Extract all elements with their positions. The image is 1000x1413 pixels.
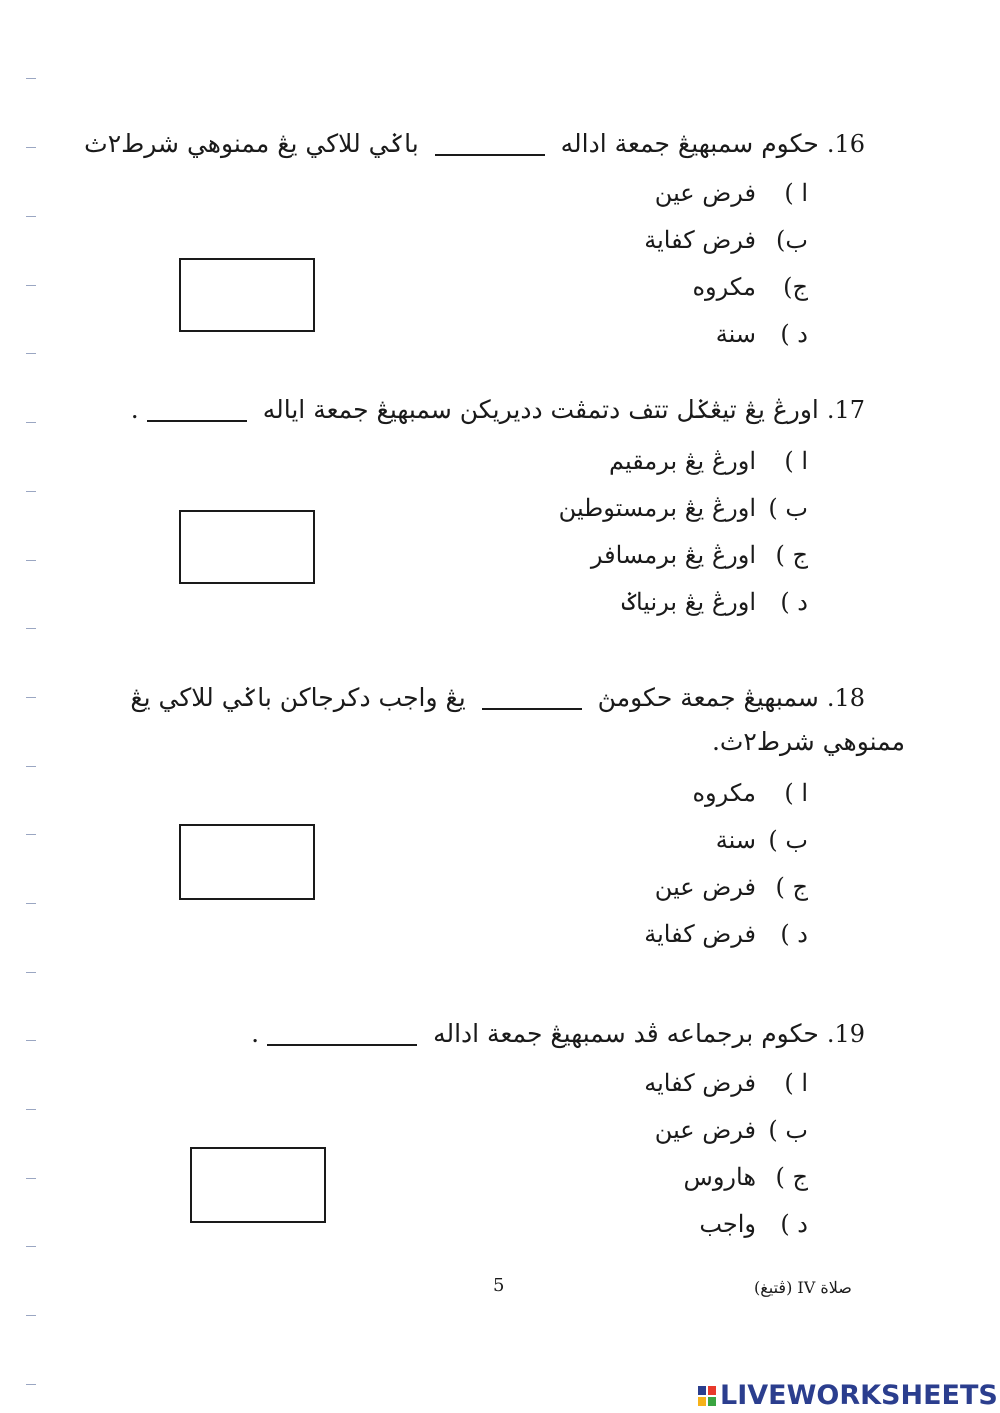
margin-tick xyxy=(26,422,36,423)
option-text: مكروه xyxy=(692,779,756,807)
margin-tick xyxy=(26,1315,36,1316)
option-c xyxy=(644,264,808,311)
footer-label: صلاة IV (ڤتيغ) xyxy=(754,1278,852,1297)
answer-box-19[interactable] xyxy=(190,1147,326,1223)
option-a xyxy=(644,770,808,817)
question-18-options xyxy=(644,770,808,958)
option-letter: د ) xyxy=(780,1210,808,1238)
liveworksheets-logo-icon xyxy=(697,1385,717,1407)
option-letter: ب) xyxy=(776,226,808,254)
option-b xyxy=(644,217,808,264)
option-letter: د ) xyxy=(780,320,808,348)
question-text: . xyxy=(130,395,139,424)
margin-tick xyxy=(26,972,36,973)
question-text: . xyxy=(251,1019,260,1048)
option-d xyxy=(644,311,808,358)
question-19-stem xyxy=(251,1014,865,1054)
option-text: فرض كفاية xyxy=(644,226,756,254)
option-text: مكروه xyxy=(692,273,756,301)
option-letter: د ) xyxy=(780,920,808,948)
page-number: 5 xyxy=(493,1275,505,1296)
margin-tick xyxy=(26,285,36,286)
question-18 xyxy=(130,678,905,762)
margin-tick xyxy=(26,1384,36,1385)
question-18-stem-line2: ممنوهي شرط٢ث. xyxy=(711,727,905,756)
margin-tick xyxy=(26,1109,36,1110)
question-number: 19. xyxy=(826,1020,865,1048)
question-text: حكوم برجماعه ڤد سمبهيڠ جمعة اداله xyxy=(433,1019,819,1048)
question-17 xyxy=(131,390,865,430)
margin-tick xyxy=(26,353,36,354)
option-letter: ا ) xyxy=(784,779,808,807)
option-letter: ب ) xyxy=(768,826,808,854)
option-text: فرض عين xyxy=(654,873,756,901)
option-a xyxy=(644,1060,808,1107)
question-number: 16. xyxy=(826,130,865,158)
fill-blank xyxy=(147,402,247,422)
margin-tick xyxy=(26,834,36,835)
option-letter: ا ) xyxy=(784,1069,808,1097)
option-text: سنة xyxy=(715,320,756,348)
option-text: اورڠ يڠ برمسافر xyxy=(590,541,756,569)
margin-tick xyxy=(26,560,36,561)
fill-blank xyxy=(435,136,545,156)
option-text: فرض عين xyxy=(654,1116,756,1144)
margin-tick xyxy=(26,491,36,492)
question-19-options xyxy=(644,1060,808,1248)
question-text: حكوم سمبهيڠ جمعة اداله xyxy=(560,129,819,158)
option-letter: ج ) xyxy=(775,1163,808,1191)
option-text: فرض عين xyxy=(654,179,756,207)
question-text: يڠ واجب دکرجاکن باݢي للاكي يڠ xyxy=(130,683,466,712)
margin-tick xyxy=(26,1178,36,1179)
option-text: اورڠ يڠ برنياݢ xyxy=(621,588,756,616)
question-text: باݢي للاكي يڠ ممنوهي شرط٢ث xyxy=(84,129,419,158)
question-text: اورڠ يڠ تيڠݢل تتف دتمڤت دديريکن سمبهيڠ جمعة اياله xyxy=(262,395,819,424)
fill-blank xyxy=(482,690,582,710)
margin-tick xyxy=(26,628,36,629)
option-letter: ا ) xyxy=(784,179,808,207)
answer-box-18[interactable] xyxy=(179,824,315,900)
liveworksheets-logo-text: LIVEWORKSHEETS xyxy=(720,1380,998,1411)
margin-tick xyxy=(26,1040,36,1041)
option-c xyxy=(644,1154,808,1201)
question-number: 18. xyxy=(826,684,865,712)
question-16-stem xyxy=(84,124,865,164)
question-16 xyxy=(84,124,865,164)
option-b xyxy=(559,485,808,532)
margin-tick xyxy=(26,147,36,148)
margin-tick xyxy=(26,903,36,904)
question-17-options xyxy=(559,438,808,626)
option-letter: ج) xyxy=(783,273,808,301)
option-text: واجب xyxy=(699,1210,756,1238)
option-letter: ا ) xyxy=(784,447,808,475)
question-19 xyxy=(251,1014,865,1054)
question-text: سمبهيڠ جمعة حكومڽ xyxy=(597,683,819,712)
option-d xyxy=(644,1201,808,1248)
option-letter: ج ) xyxy=(775,873,808,901)
margin-tick xyxy=(26,766,36,767)
answer-box-17[interactable] xyxy=(179,510,315,584)
option-letter: ب ) xyxy=(768,494,808,522)
option-text: هاروس xyxy=(683,1163,756,1191)
option-text: فرض كفايه xyxy=(644,1069,756,1097)
option-a xyxy=(644,170,808,217)
question-17-stem xyxy=(131,390,865,430)
option-letter: د ) xyxy=(780,588,808,616)
margin-tick xyxy=(26,1246,36,1247)
answer-box-16[interactable] xyxy=(179,258,315,332)
question-number: 17. xyxy=(826,396,865,424)
margin-tick xyxy=(26,78,36,79)
liveworksheets-logo xyxy=(697,1380,998,1411)
option-letter: ب ) xyxy=(768,1116,808,1144)
option-b xyxy=(644,817,808,864)
option-b xyxy=(644,1107,808,1154)
option-a xyxy=(559,438,808,485)
question-16-options xyxy=(644,170,808,358)
question-18-stem xyxy=(130,678,865,718)
option-c xyxy=(559,532,808,579)
margin-tick xyxy=(26,216,36,217)
margin-tick xyxy=(26,697,36,698)
fill-blank xyxy=(267,1026,417,1046)
option-text: سنة xyxy=(715,826,756,854)
option-d xyxy=(644,911,808,958)
option-text: اورڠ يڠ برمقيم xyxy=(608,447,756,475)
option-d xyxy=(559,579,808,626)
option-text: اورڠ يڠ برمستوطين xyxy=(558,494,756,522)
option-c xyxy=(644,864,808,911)
option-text: فرض كفاية xyxy=(644,920,756,948)
option-letter: ج ) xyxy=(775,541,808,569)
